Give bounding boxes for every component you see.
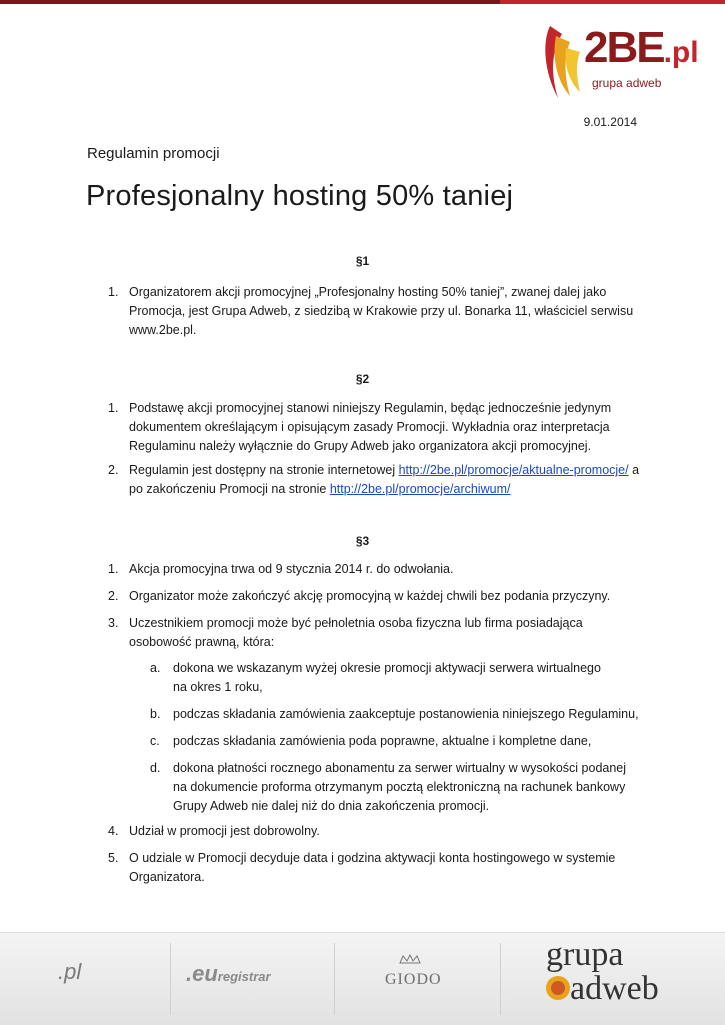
giodo-crown-icon (398, 953, 422, 965)
section-heading-3: §3 (355, 534, 370, 548)
sub-list-item: a. dokona we wskazanym wyżej okresie promocji aktywacji serwera wirtualnego na okres 1 roku, (150, 661, 601, 694)
document-date: 9.01.2014 (583, 115, 637, 129)
footer-logo-adweb: adweb (570, 970, 659, 1007)
adweb-circle-icon (545, 975, 571, 1001)
divider (334, 943, 335, 1015)
list-item: 5. O udziale w Promocji decyduje data i godzina aktywacji konta hostingowego w systemie Organizatora. (108, 851, 616, 884)
list-item: 3. Uczestnikiem promocji może być pełnoletnia osoba fizyczna lub firma posiadająca osobowość prawną, która: (108, 616, 583, 649)
divider (170, 943, 171, 1015)
logo-subtitle: grupa adweb (592, 76, 662, 90)
list-item: 2. Organizator może zakończyć akcję promocyjną w każdej chwili bez podania przyczyny. (108, 589, 611, 603)
list-item: 1. Podstawę akcji promocyjnej stanowi niniejszy Regulamin, będąc jednocześnie jedynym dokumentem określającym i opisującym zasady Promocji. Wykładnia oraz interpretacja Regulaminu należy wyłącznie do Grupy Adweb jako organizatora akcji promocyjnej. (108, 401, 612, 453)
list-item: 4. Udział w promocji jest dobrowolny. (108, 824, 320, 838)
divider (500, 943, 501, 1015)
footer-logo-eu-registrar: .euregistrar (186, 961, 271, 986)
document-subtitle: Regulamin promocji (87, 145, 220, 162)
link-aktualne-promocje[interactable]: http://2be.pl/promocje/aktualne-promocje/ (398, 463, 629, 477)
list-item: 1. Organizatorem akcji promocyjnej „Profesjonalny hosting 50% taniej”, zwanej dalej jako Promocja, jest Grupa Adweb, z siedzibą w Krakowie przy ul. Bonarka 11, właściciel serwisu www.2be.pl. (108, 285, 634, 337)
top-bar-red (500, 0, 725, 4)
document-title: Profesjonalny hosting 50% taniej (86, 180, 514, 212)
link-archiwum[interactable]: http://2be.pl/promocje/archiwum/ (329, 482, 511, 496)
brand-logo (540, 18, 710, 103)
logo-flame-icon (540, 22, 590, 102)
footer-logo-giodo: GIODO (385, 971, 442, 988)
sub-list-item: d. dokona płatności rocznego abonamentu za serwer wirtualny w wysokości podanej na dokumencie proforma otrzymanym pocztą elektroniczną na rachunek bankowy Grupy Adweb nie dalej niż do dnia zakończenia promocji. (150, 761, 627, 813)
top-bar (0, 0, 725, 6)
sub-list-item: b. podczas składania zamówienia zaakceptuje postanowienia niniejszego Regulaminu, (150, 707, 639, 721)
footer-logo-grupa: grupa (546, 936, 624, 973)
sub-list-item: c. podczas składania zamówienia poda poprawne, aktualne i kompletne dane, (150, 734, 592, 748)
top-bar-dark (0, 0, 500, 4)
footer-logo-pl: .pl (58, 959, 82, 984)
logo-wordmark: 2BE.pl (584, 23, 699, 72)
list-item: 2. Regulamin jest dostępny na stronie internetowej http://2be.pl/promocje/aktualne-promocje/ a po zakończeniu Promocji na stronie http://2be.pl/promocje/archiwum/ (108, 463, 640, 496)
list-item: 1. Akcja promocyjna trwa od 9 stycznia 2014 r. do odwołania. (108, 562, 454, 576)
section-heading-2: §2 (355, 372, 370, 386)
section-heading-1: §1 (355, 254, 370, 268)
